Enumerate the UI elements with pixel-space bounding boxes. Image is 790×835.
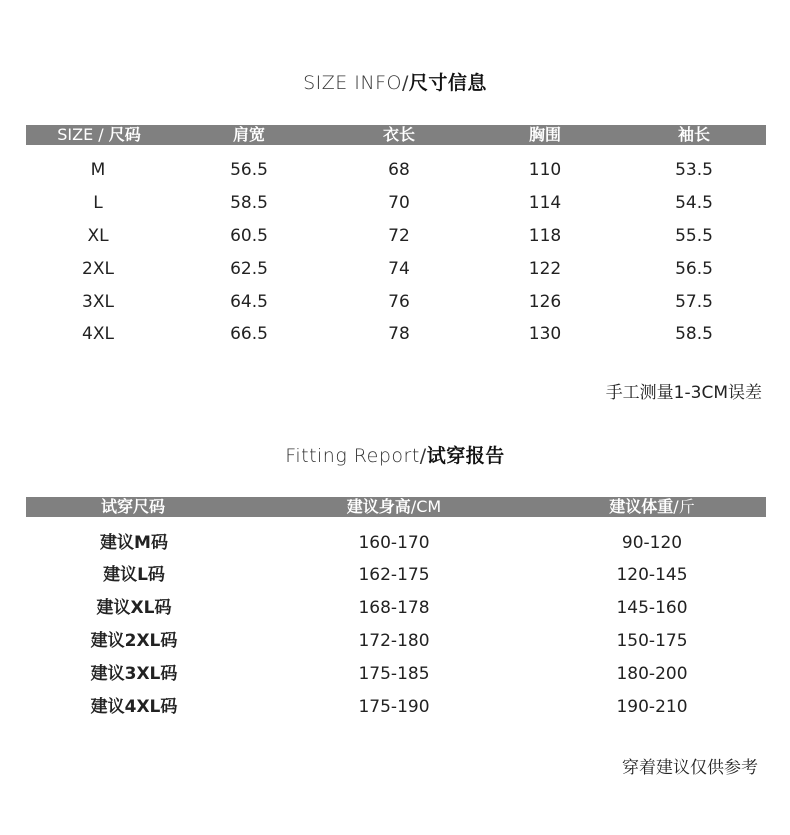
header-weight [609, 497, 694, 517]
fit-size-cell: 建议M码 [100, 533, 168, 553]
wearing-note: 穿着建议仅供参考 [622, 758, 758, 778]
header-size [57, 125, 141, 145]
header-height [347, 497, 441, 517]
fitting-report-title-cn: 试穿报告 [426, 445, 505, 467]
fit-size-cell: 建议L码 [103, 565, 165, 585]
height-cell: 162-175 [358, 565, 430, 585]
sleeve-cell: 58.5 [675, 324, 713, 344]
height-cell: 175-185 [358, 664, 430, 684]
header-chest: 胸围 [528, 125, 562, 144]
chest-cell: 122 [528, 259, 562, 279]
table-row [26, 187, 766, 220]
table-row [26, 286, 766, 319]
chest-cell: 118 [528, 226, 562, 246]
chest-cell: 110 [528, 160, 562, 180]
size-cell: M [90, 160, 106, 180]
size-table-header [26, 125, 766, 145]
header-sleeve: 袖长 [677, 125, 711, 144]
header-weight-unit: /斤 [673, 497, 695, 516]
header-size-cn: 尺码 [108, 125, 141, 144]
height-cell: 175-190 [358, 697, 430, 717]
header-shoulder: 肩宽 [232, 125, 266, 144]
table-row [26, 527, 766, 560]
size-cell: 3XL [82, 292, 114, 312]
table-row [26, 318, 766, 351]
shoulder-cell: 60.5 [230, 226, 268, 246]
header-height-cn: 建议身高 [346, 497, 411, 516]
height-cell: 160-170 [358, 533, 430, 553]
length-cell: 70 [388, 193, 410, 213]
sleeve-cell: 53.5 [675, 160, 713, 180]
size-cell: 4XL [82, 324, 114, 344]
fitting-report-title-separator: / [419, 445, 427, 467]
size-info-title-separator: / [402, 72, 409, 94]
length-cell: 74 [388, 259, 410, 279]
length-cell: 76 [388, 292, 410, 312]
weight-cell: 190-210 [616, 697, 688, 717]
table-row [26, 253, 766, 286]
weight-cell: 120-145 [616, 565, 688, 585]
fitting-table-header [26, 497, 766, 517]
sleeve-cell: 57.5 [675, 292, 713, 312]
height-cell: 172-180 [358, 631, 430, 651]
length-cell: 72 [388, 226, 410, 246]
table-row [26, 691, 766, 724]
shoulder-cell: 64.5 [230, 292, 268, 312]
shoulder-cell: 56.5 [230, 160, 268, 180]
fit-size-cell: 建议3XL码 [90, 664, 178, 684]
fit-size-cell: 建议4XL码 [90, 697, 178, 717]
chest-cell: 114 [528, 193, 562, 213]
size-cell: L [93, 193, 103, 213]
size-info-title [0, 68, 790, 95]
shoulder-cell: 58.5 [230, 193, 268, 213]
sleeve-cell: 54.5 [675, 193, 713, 213]
size-info-title-en: SIZE INFO [303, 72, 402, 94]
table-row [26, 559, 766, 592]
header-fit-size: 试穿尺码 [100, 497, 166, 516]
height-cell: 168-178 [358, 598, 430, 618]
size-info-title-cn: 尺寸信息 [408, 72, 487, 94]
measurement-note: 手工测量1-3CM误差 [605, 383, 762, 403]
header-height-unit: /CM [410, 497, 442, 516]
table-row [26, 220, 766, 253]
weight-cell: 180-200 [616, 664, 688, 684]
fit-size-cell: 建议2XL码 [90, 631, 178, 651]
fitting-report-title-en: Fitting Report [285, 445, 420, 467]
shoulder-cell: 66.5 [230, 324, 268, 344]
shoulder-cell: 62.5 [230, 259, 268, 279]
header-size-en: SIZE / [57, 125, 109, 144]
length-cell: 68 [388, 160, 410, 180]
length-cell: 78 [388, 324, 410, 344]
table-row [26, 625, 766, 658]
table-row [26, 154, 766, 187]
chest-cell: 130 [528, 324, 562, 344]
size-cell: XL [87, 226, 109, 246]
chest-cell: 126 [528, 292, 562, 312]
size-cell: 2XL [82, 259, 114, 279]
header-weight-cn: 建议体重 [609, 497, 674, 516]
sleeve-cell: 56.5 [675, 259, 713, 279]
fit-size-cell: 建议XL码 [96, 598, 172, 618]
weight-cell: 145-160 [616, 598, 688, 618]
header-length: 衣长 [382, 125, 416, 144]
sleeve-cell: 55.5 [675, 226, 713, 246]
table-row [26, 592, 766, 625]
fitting-report-title [0, 441, 790, 468]
table-row [26, 658, 766, 691]
weight-cell: 90-120 [621, 533, 683, 553]
weight-cell: 150-175 [616, 631, 688, 651]
